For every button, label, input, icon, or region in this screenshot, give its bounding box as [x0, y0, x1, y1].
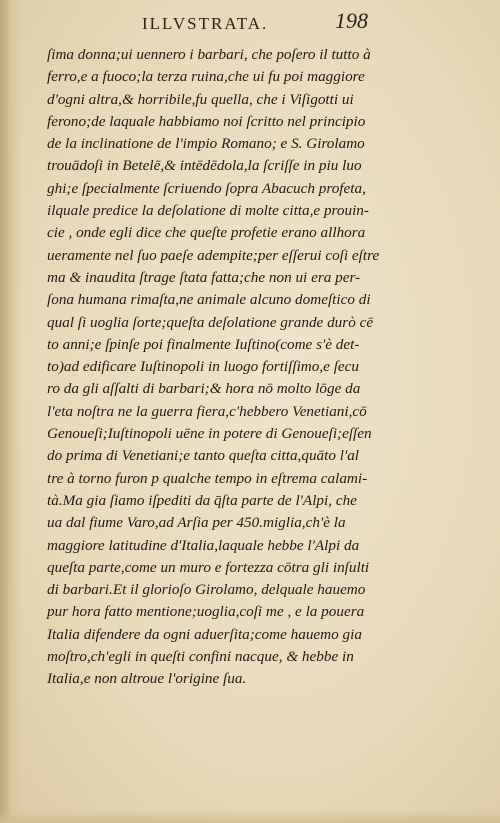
text-line: tre à torno furon p qualche tempo in eſtrema calami-: [47, 469, 368, 487]
text-line: to anni;e ſpinſe poi finalmente Iuſtino(come s'è det-: [47, 335, 360, 353]
text-line: ueramente nel ſuo paeſe adempite;per eſſerui coſi eſtre: [47, 246, 380, 264]
text-line: ro da gli aſſalti di barbari;& hora nō molto lōge da: [47, 380, 361, 398]
text-line: Genoueſi;Iuſtinopoli uēne in potere di Genoueſi;eſſen: [47, 425, 372, 443]
running-title: ILLVSTRATA.: [142, 14, 269, 33]
text-line: ma & inaudita ſtrage ſtata fatta;che non ui era per-: [47, 268, 361, 286]
body-text: [47, 44, 407, 691]
text-line: l'eta noſtra ne la guerra fiera,c'hebbero Venetiani,cō: [47, 402, 367, 420]
gutter-shadow: [0, 0, 22, 823]
text-line: ghi;e ſpecialmente ſcriuendo ſopra Abacuch profeta,: [47, 179, 366, 197]
text-line: ferono;de laquale habbiamo noi ſcritto nel principio: [47, 112, 366, 130]
text-line: de la inclinatione de l'impio Romano; e S. Girolamo: [47, 135, 365, 153]
text-line: trouādoſi in Betelē,& intēdēdola,la ſcriſſe in piu luo: [47, 157, 362, 175]
text-line: moſtro,ch'egli in queſti confini nacque, & hebbe in: [47, 648, 354, 666]
text-line: to)ad edificare Iuſtinopoli in luogo fortiſſimo,e ſecu: [47, 358, 360, 376]
text-line: queſta parte,come un muro e fortezza cōtra gli inſulti: [47, 558, 370, 576]
text-line: ferro,e a fuoco;la terza ruina,che ui fu poi maggiore: [47, 68, 365, 86]
show-through-ink: [378, 702, 448, 718]
text-line: ilquale predice la deſolatione di molte citta,e prouin-: [47, 202, 369, 220]
text-line: do prima di Venetiani;e tanto queſta citta,quāto l'al: [47, 447, 360, 465]
page-bottom-edge: [0, 809, 500, 823]
text-line: pur hora fatto mentione;uoglia,coſi me , e la pouera: [47, 603, 365, 621]
text-line: d'ogni altra,& horribile,fu quella, che i Viſigotti ui: [47, 90, 354, 108]
page-header: [142, 6, 382, 40]
text-line: di barbari.Et il glorioſo Girolamo, delquale hauemo: [47, 581, 366, 599]
text-line: cie , onde egli dice che queſte profetie erano allhora: [47, 224, 366, 242]
text-line: tà.Ma gia ſiamo iſpediti da q̄ſta parte de l'Alpi, che: [47, 491, 357, 509]
text-line: Italia,e non altroue l'origine ſua.: [47, 670, 247, 688]
page-number: 198: [335, 8, 368, 33]
text-line: ſima donna;ui uennero i barbari, che poſero il tutto à: [47, 46, 371, 63]
text-line: maggiore latitudine d'Italia,laquale hebbe l'Alpi da: [47, 536, 360, 554]
text-line: qual ſi uoglia ſorte;queſta deſolatione grande durò cē: [47, 313, 374, 331]
text-line: Italia difendere da ogni aduerſita;come hauemo gia: [47, 625, 362, 643]
text-line: ua dal fiume Varo,ad Arſia per 450.miglia,ch'è la: [47, 514, 346, 532]
text-line: ſona humana rimaſta,ne animale alcuno domeſtico di: [47, 291, 371, 309]
